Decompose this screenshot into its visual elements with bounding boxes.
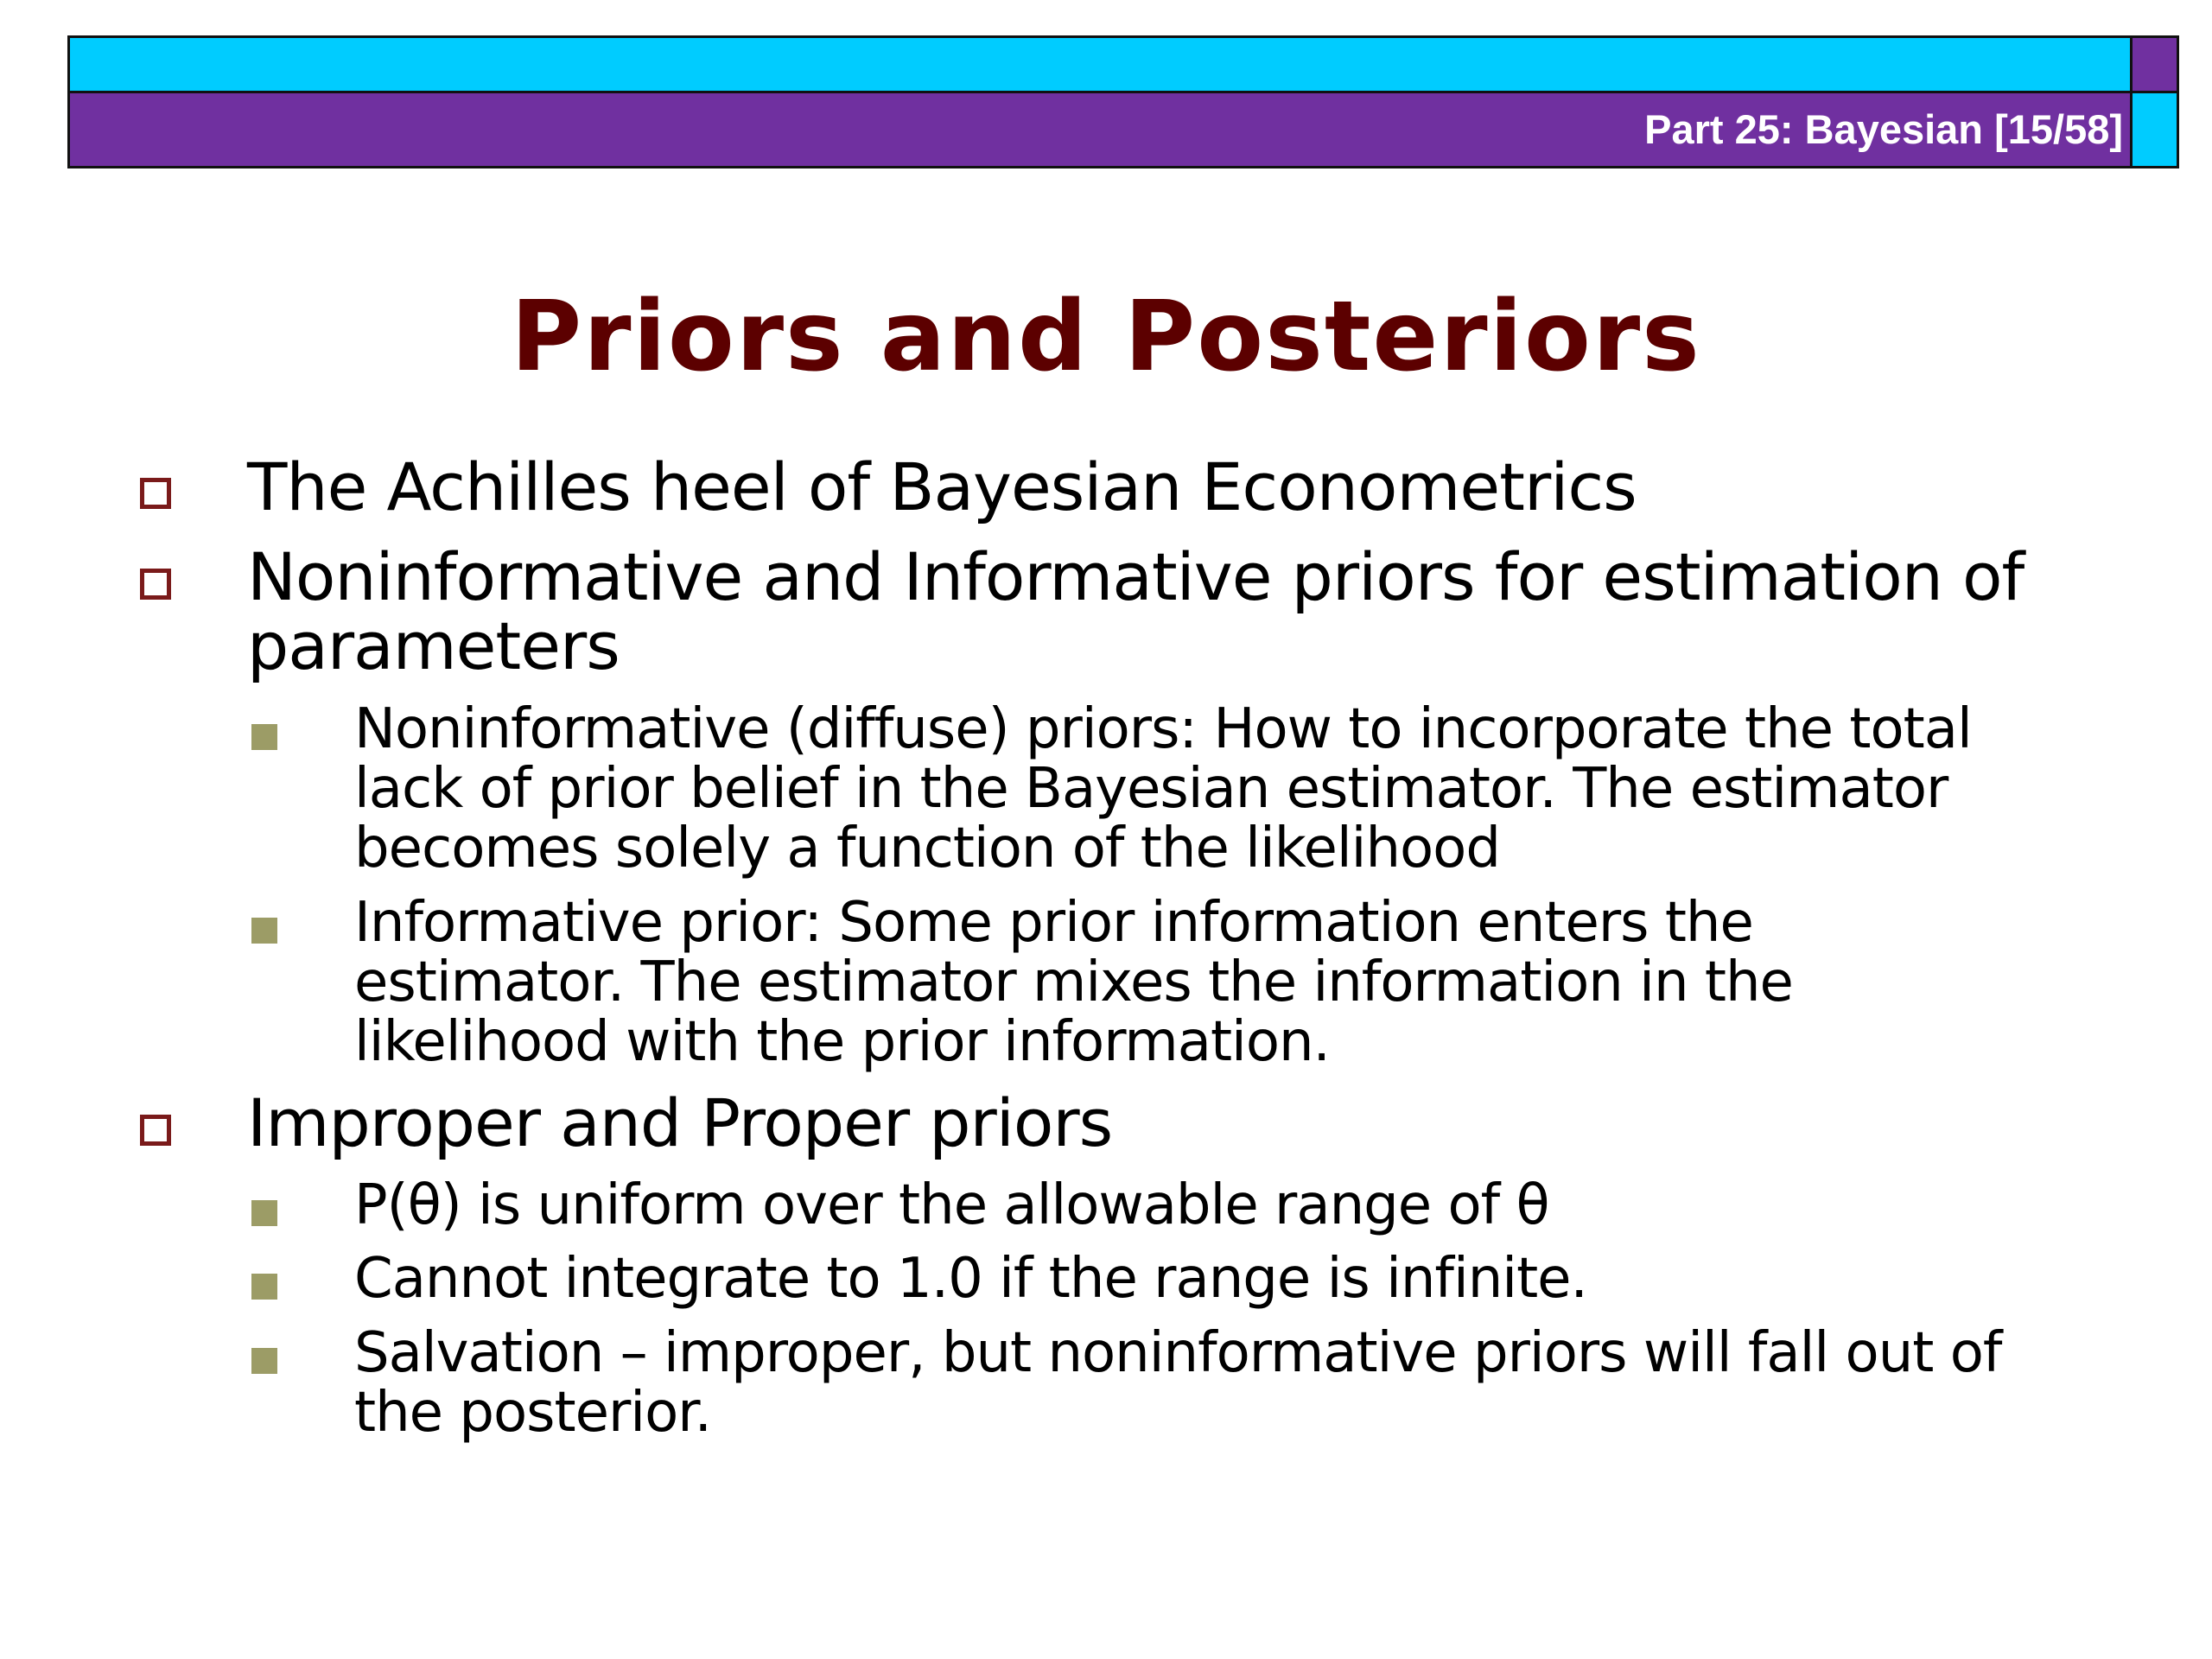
- header-cyan-strip: [70, 38, 2130, 93]
- filled-square-bullet-icon: [251, 1348, 277, 1374]
- sub-bullet-cannot-integrate: Cannot integrate to 1.0 if the range is infinite.: [354, 1247, 1587, 1311]
- bullet-improper-proper-priors: Improper and Proper priors: [247, 1084, 1113, 1161]
- bullet-priors-for-estimation-line-2: parameters: [247, 607, 620, 684]
- hollow-square-bullet-icon: [140, 569, 171, 600]
- sub-bullet-noninformative-line-1: Noninformative (diffuse) priors: How to incorporate the total: [354, 697, 1972, 761]
- slide-title: Priors and Posteriors: [511, 281, 1701, 393]
- bullet-priors-for-estimation-line-1: Noninformative and Informative priors for estimation of: [247, 538, 2024, 615]
- sub-bullet-noninformative-line-2: lack of prior belief in the Bayesian estimator. The estimator: [354, 757, 1948, 821]
- sub-bullet-informative-line-2: estimator. The estimator mixes the information in the: [354, 950, 1793, 1014]
- part-label: Part 25: Bayesian [15/58]: [1644, 106, 2123, 152]
- sub-bullet-informative-line-3: likelihood with the prior information.: [354, 1010, 1330, 1074]
- sub-bullet-uniform: P(θ) is uniform over the allowable range of θ: [354, 1173, 1549, 1237]
- sub-bullet-informative-line-1: Informative prior: Some prior information enters the: [354, 891, 1753, 955]
- bullet-achilles-heel: The Achilles heel of Bayesian Econometrics: [247, 448, 1637, 525]
- sub-bullet-salvation-line-2: the posterior.: [354, 1381, 711, 1445]
- filled-square-bullet-icon: [251, 918, 277, 944]
- filled-square-bullet-icon: [251, 1200, 277, 1226]
- hollow-square-bullet-icon: [140, 1115, 171, 1146]
- header-corner-block-bottom: [2130, 93, 2177, 166]
- sub-bullet-salvation-line-1: Salvation – improper, but noninformative priors will fall out of: [354, 1321, 2002, 1385]
- hollow-square-bullet-icon: [140, 478, 171, 509]
- header-banner: [67, 35, 2179, 168]
- sub-bullet-noninformative-line-3: becomes solely a function of the likelihood: [354, 817, 1500, 880]
- header-corner-block-top: [2130, 38, 2177, 93]
- filled-square-bullet-icon: [251, 1274, 277, 1300]
- filled-square-bullet-icon: [251, 724, 277, 750]
